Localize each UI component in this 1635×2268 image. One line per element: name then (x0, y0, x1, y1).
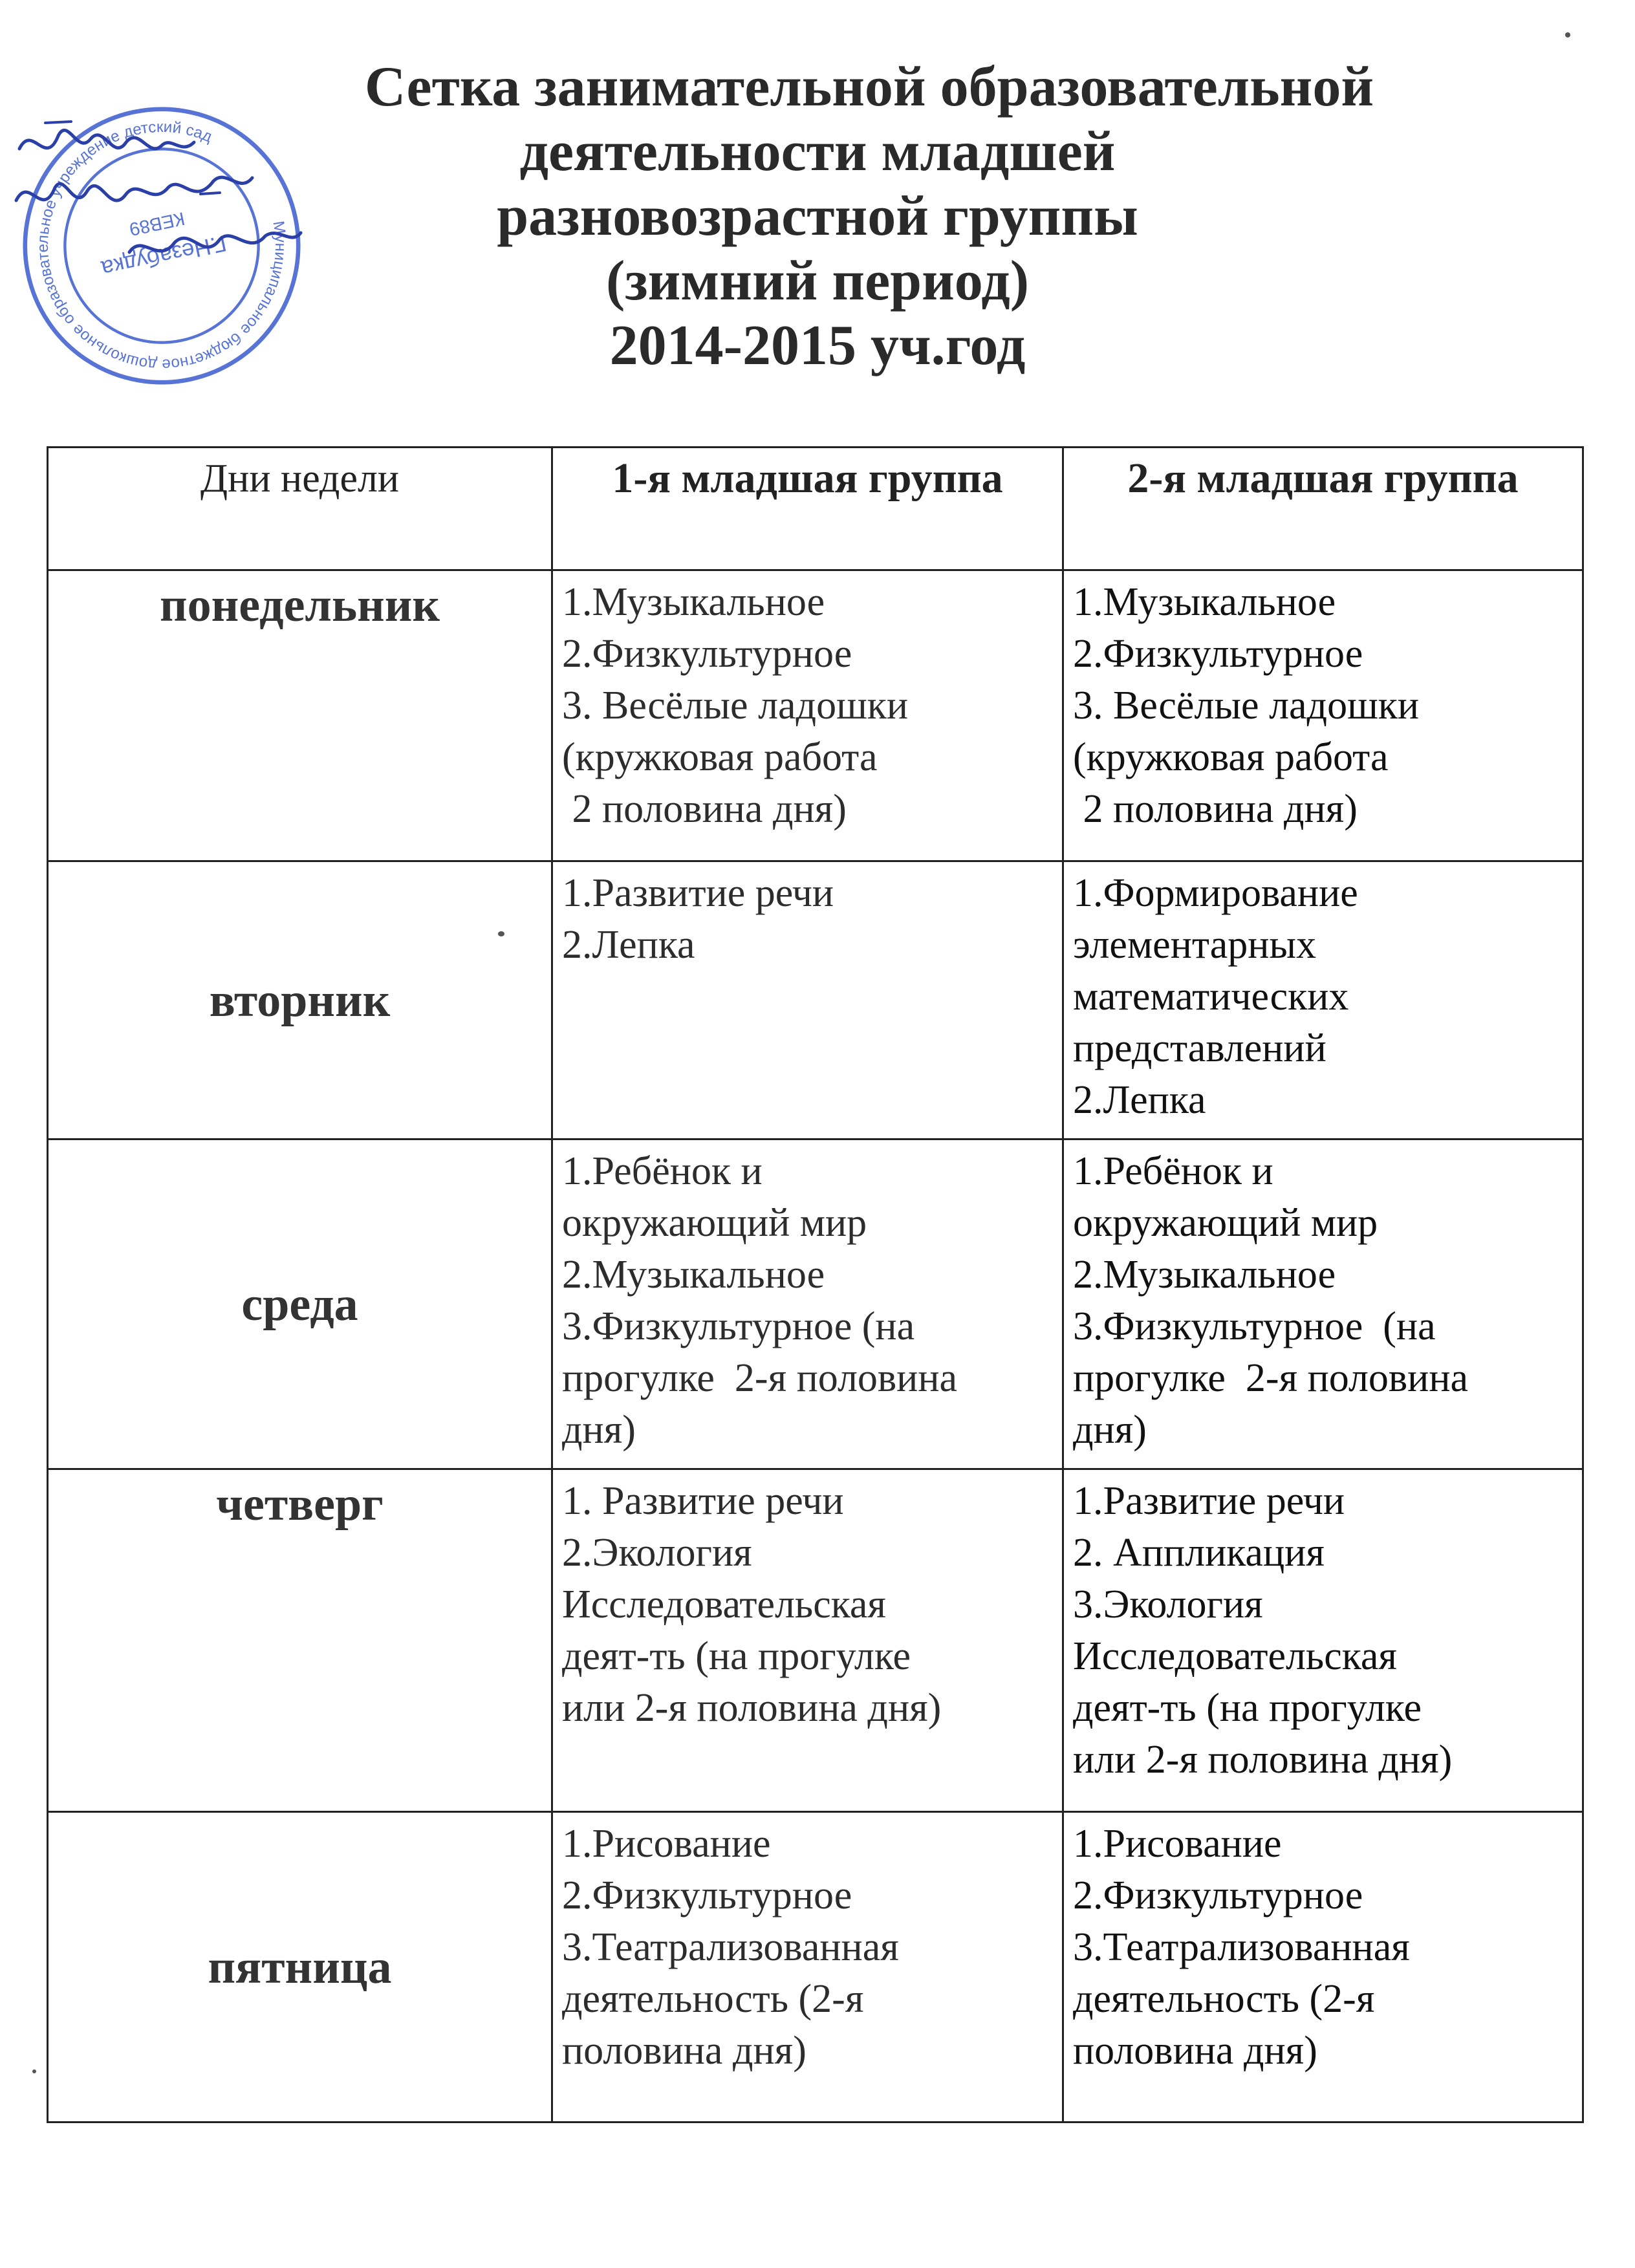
svg-text:КЕВ89: КЕВ89 (127, 208, 187, 240)
activity-line: деятельность (2-я (562, 1977, 864, 2021)
group2-activities-cell (1063, 570, 1583, 861)
activity-line: 2.Музыкальное (1073, 1253, 1336, 1297)
group2-activities-cell (1063, 1139, 1583, 1469)
scan-speck (498, 931, 504, 936)
activity-line: или 2-я половина дня) (1073, 1738, 1453, 1782)
group1-activities-cell (552, 1139, 1063, 1469)
activity-line: математических (1073, 975, 1349, 1019)
group2-activities-cell (1063, 861, 1583, 1139)
activity-line: 2.Физкультурное (562, 1874, 852, 1917)
group2-activities-cell (1063, 1469, 1583, 1812)
activity-line: представлений (1073, 1026, 1326, 1070)
table-header-row (48, 448, 1583, 570)
svg-text:Г.Незабудка: Г.Незабудка (99, 230, 229, 282)
activity-line: 1.Ребёнок и (562, 1149, 763, 1193)
activity-line: 3.Театрализованная (1073, 1925, 1410, 1969)
table-row (48, 1139, 1583, 1469)
scan-speck (32, 2069, 36, 2073)
activity-line: Исследовательская (562, 1582, 886, 1626)
weekday-cell: пятница (48, 1812, 552, 2122)
activity-line: (кружковая работа (1073, 735, 1389, 779)
group2-activities-cell (1063, 1812, 1583, 2122)
table-row (48, 1812, 1583, 2122)
activity-line: 1.Музыкальное (562, 580, 825, 624)
title-line: 2014-2015 уч.год (609, 314, 1026, 377)
activity-line: 3. Весёлые ладошки (562, 684, 909, 728)
title-line: разновозрастной группы (497, 185, 1138, 248)
activity-line: окружающий мир (562, 1201, 867, 1245)
activity-line: 2 половина дня) (1073, 787, 1358, 831)
weekday-cell: вторник (48, 861, 552, 1139)
activity-line: 3.Физкультурное (на (562, 1304, 915, 1348)
column-header-group1: 1-я младшая группа (552, 448, 1063, 570)
activity-line: 3.Театрализованная (562, 1925, 899, 1969)
weekday-cell: четверг (48, 1469, 552, 1812)
activity-line: деятельность (2-я (1073, 1977, 1375, 2021)
activity-line: половина дня) (1073, 2029, 1317, 2073)
activity-line: 2.Музыкальное (562, 1253, 825, 1297)
scan-speck (1565, 32, 1570, 38)
activity-line: половина дня) (562, 2029, 807, 2073)
activity-line: элементарных (1073, 923, 1317, 967)
table-row (48, 570, 1583, 861)
activity-line: деят-ть (на прогулке (1073, 1686, 1422, 1730)
activity-line: прогулке 2-я половина (562, 1356, 958, 1400)
group1-activities-cell (552, 1812, 1063, 2122)
activity-line: 1.Развитие речи (1073, 1479, 1345, 1523)
activity-line: 1.Ребёнок и (1073, 1149, 1273, 1193)
activity-line: дня) (562, 1408, 636, 1452)
schedule-table (47, 446, 1584, 2123)
weekday-cell: среда (48, 1139, 552, 1469)
weekday-cell: понедельник (48, 570, 552, 861)
activity-line: 2.Лепка (1073, 1078, 1206, 1122)
activity-line: 2 половина дня) (562, 787, 847, 831)
activity-line: 3. Весёлые ладошки (1073, 684, 1420, 728)
activity-line: 3.Экология (1073, 1582, 1263, 1626)
activity-line: 2.Физкультурное (562, 632, 852, 676)
title-line: (зимний период) (605, 250, 1030, 312)
activity-line: 2.Лепка (562, 923, 695, 967)
activity-line: 1.Рисование (562, 1822, 771, 1866)
activity-line: окружающий мир (1073, 1201, 1378, 1245)
activity-line: Исследовательская (1073, 1634, 1397, 1678)
activity-line: дня) (1073, 1408, 1147, 1452)
table-row (48, 1469, 1583, 1812)
group1-activities-cell (552, 861, 1063, 1139)
activity-line: 3.Физкультурное (на (1073, 1304, 1436, 1348)
activity-line: 2.Экология (562, 1531, 752, 1575)
page-title (0, 55, 1635, 378)
svg-text:Муниципальное бюджетное дошкол: Муниципальное бюджетное дошкольное образовательное учреждение детский сад (34, 118, 290, 374)
activity-line: 2. Аппликация (1073, 1531, 1325, 1575)
activity-line: или 2-я половина дня) (562, 1686, 942, 1730)
group1-activities-cell (552, 1469, 1063, 1812)
group1-activities-cell (552, 570, 1063, 861)
column-header-group2: 2-я младшая группа (1063, 448, 1583, 570)
column-header-days: Дни недели (48, 448, 552, 570)
table-row (48, 861, 1583, 1139)
activity-line: 1.Формирование (1073, 871, 1358, 915)
activity-line: прогулке 2-я половина (1073, 1356, 1469, 1400)
title-line: Сетка занимательной образовательной (364, 56, 1374, 118)
activity-line: 1.Рисование (1073, 1822, 1282, 1866)
activity-line: 1. Развитие речи (562, 1479, 844, 1523)
activity-line: 2.Физкультурное (1073, 1874, 1363, 1917)
activity-line: 1.Музыкальное (1073, 580, 1336, 624)
activity-line: 2.Физкультурное (1073, 632, 1363, 676)
activity-line: 1.Развитие речи (562, 871, 834, 915)
activity-line: деят-ть (на прогулке (562, 1634, 911, 1678)
title-line: деятельности младшей (519, 120, 1116, 183)
activity-line: (кружковая работа (562, 735, 878, 779)
